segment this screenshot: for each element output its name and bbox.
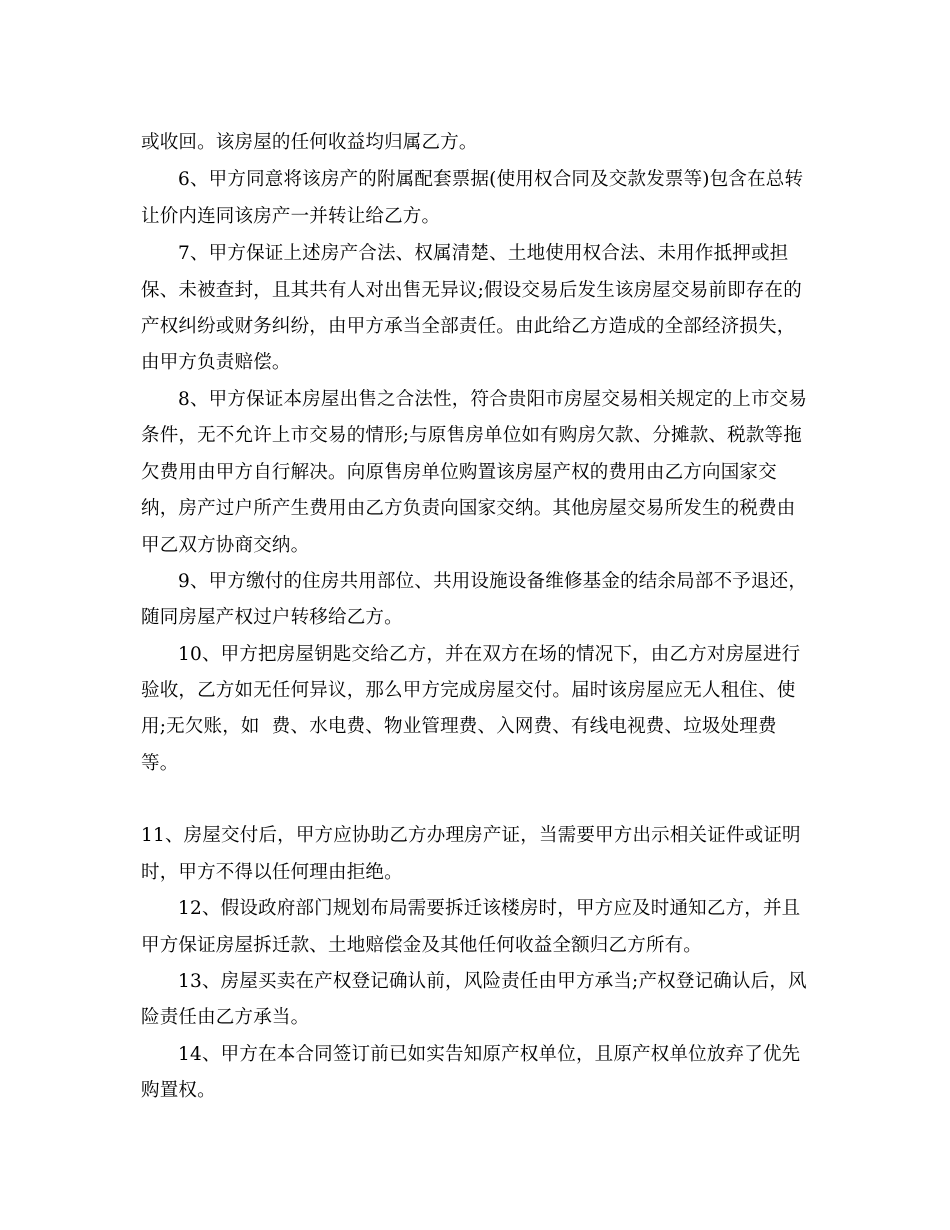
text-line: 保、未被查封，且其共有人对出售无异议;假设交易后发生该房屋交易前即存在的 — [141, 280, 802, 301]
text-line: 11、房屋交付后，甲方应协助乙方办理房产证，当需要甲方出示相关证件或证明 — [141, 825, 801, 846]
text-line: 6、甲方同意将该房产的附属配套票据(使用权合同及交款发票等)包含在总转 — [178, 169, 804, 190]
text-line: 条件，无不允许上市交易的情形;与原售房单位如有购房欠款、分摊款、税款等拖 — [141, 425, 802, 446]
text-line: 8、甲方保证本房屋出售之合法性，符合贵阳市房屋交易相关规定的上市交易 — [178, 389, 808, 410]
text-line: 购置权。 — [141, 1080, 216, 1101]
text-line: 产权纠纷或财务纠纷，由甲方承当全部责任。由此给乙方造成的全部经济损失， — [141, 316, 796, 337]
text-line: 欠费用由甲方自行解决。向原售房单位购置该房屋产权的费用由乙方向国家交 — [141, 462, 777, 483]
text-line: 12、假设政府部门规划布局需要拆迁该楼房时，甲方应及时通知乙方，并且 — [178, 898, 801, 919]
text-line: 随同房屋产权过户转移给乙方。 — [141, 607, 403, 628]
text-line: 验收，乙方如无任何异议，那么甲方完成房屋交付。届时该房屋应无人租住、使 — [141, 680, 796, 701]
text-line: 等。 — [141, 753, 179, 774]
text-line: 用;无欠账，如 费、水电费、物业管理费、入网费、有线电视费、垃圾处理费 — [141, 716, 777, 737]
text-line: 甲乙双方协商交纳。 — [141, 535, 310, 556]
text-line: 7、甲方保证上述房产合法、权属清楚、土地使用权合法、未用作抵押或担 — [178, 243, 789, 264]
text-line: 让价内连同该房产一并转让给乙方。 — [141, 206, 441, 227]
text-line: 由甲方负责赔偿。 — [141, 352, 291, 373]
text-line: 险责任由乙方承当。 — [141, 1007, 310, 1028]
text-line: 14、甲方在本合同签订前已如实告知原产权单位，且原产权单位放弃了优先 — [178, 1044, 801, 1065]
text-line: 13、房屋买卖在产权登记确认前，风险责任由甲方承当;产权登记确认后，风 — [178, 971, 807, 992]
text-line: 纳，房产过户所产生费用由乙方负责向国家交纳。其他房屋交易所发生的税费由 — [141, 498, 796, 519]
text-line: 9、甲方缴付的住房共用部位、共用设施设备维修基金的结余局部不予退还， — [178, 571, 808, 592]
text-line: 10、甲方把房屋钥匙交给乙方，并在双方在场的情况下，由乙方对房屋进行 — [178, 644, 801, 665]
text-line: 时，甲方不得以任何理由拒绝。 — [141, 862, 403, 883]
text-line: 或收回。该房屋的任何收益均归属乙方。 — [141, 132, 478, 153]
text-line: 甲方保证房屋拆迁款、土地赔偿金及其他任何收益全额归乙方所有。 — [141, 935, 703, 956]
